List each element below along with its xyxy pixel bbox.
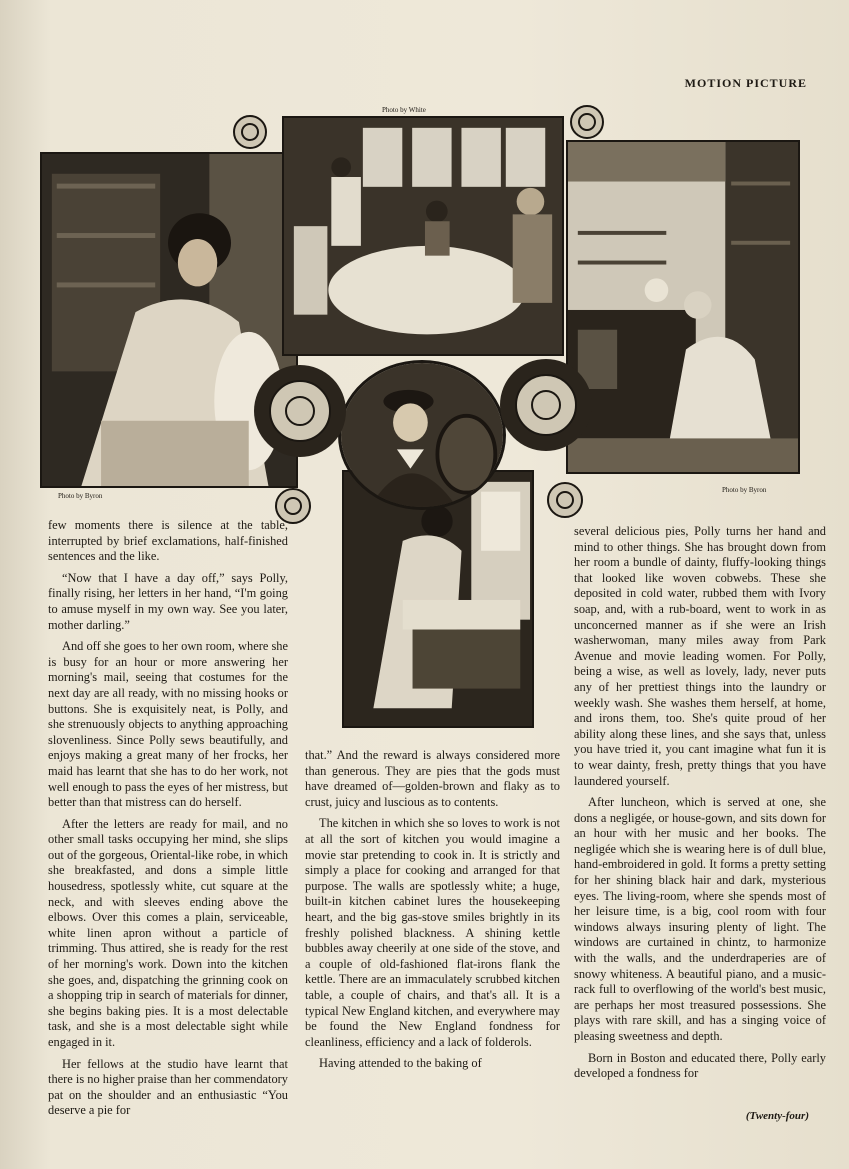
rose-ornament-icon bbox=[225, 112, 275, 152]
paragraph: After the letters are ready for mail, and no other small tasks occupying her mind, she slips out of the gorgeous, Oriental-like robe, in which she breakfasted, and dons a simple little housedress, spotlessly white, cut square at the neck, and with sleeves ending above the elbows. Over this comes a plain, serviceable, white linen apron without a particle of trimming. Thus attired, she is ready for the rest of her morning's work. Down into the kitchen she goes, and, dispatching the grinning cook on a shopping trip in search of materials for dinner, she begins baking pies. It is a most delectable task, and she is a most delectable sight while engaged in it. bbox=[48, 816, 288, 1049]
column-right bbox=[574, 524, 826, 1082]
photo-center-top bbox=[282, 116, 564, 356]
rose-ornament-icon bbox=[250, 356, 350, 466]
paragraph: Born in Boston and educated there, Polly early developed a fondness for bbox=[574, 1050, 826, 1081]
caption-bottom-left: Photo by Byron bbox=[58, 492, 103, 500]
running-header: MOTION PICTURE bbox=[684, 76, 807, 90]
paragraph: Her fellows at the studio have learnt that there is no higher praise than her commendatory pat on the shoulder and an enthusiastic “You deserve a pie for bbox=[48, 1056, 288, 1118]
page-number: (Twenty-four) bbox=[745, 1110, 809, 1122]
paragraph: And off she goes to her own room, where she is busy for an hour or more answering her morning's mail, seeing that costumes for the next day are all ready, with no missing hooks or buttons. She is exquisitely neat, is Polly, and she strenuously objects to anything approaching slovenliness. Since Polly sews beautifully, and enjoys making a great many of her frocks, her maid has learnt that she has to do her work, not well enough to pass the eyes of her mistress, but better than that mistress can do herself. bbox=[48, 639, 288, 810]
paragraph: After luncheon, which is served at one, she dons a negligée, or house-gown, and sits down for an hour with her music and her books. The negligée which she is wearing here is of dull blue, hand-embroidered in gold. It forms a pretty setting for her shining black hair and dark, mysterious eyes. The living-room, where she spends most of her leisure time, is a big, cool room with four windows always insuring plenty of light. The windows are curtained in chintz, to harmonize with the walls, and the underdraperies are of snowy whiteness. A beautiful piano, and a music-rack full to overflowing of the world's best music, are perhaps her most treasured possessions. She plays with rare skill, and has a singing voice of pleasing sweetness and depth. bbox=[574, 795, 826, 1043]
column-left bbox=[48, 518, 288, 1119]
column-middle bbox=[305, 748, 560, 1072]
paragraph: several delicious pies, Polly turns her hand and mind to other things. She has brought down from her room a bundle of dainty, fluffy-looking things that looked like woven cobwebs. These she deposited in cold water, rubbed them with Ivory soap, and, with a rub-board, went to work in as unconcerned manner as if she were an Irish washerwoman, many miles away from Park Avenue and movie leading women. For Polly, being a wise, as well as lovely, lady, never puts any of her prettiest things into the laundry or weekly wash. She washes them herself, at home, and irons them, too. She's quite proud of her ability along these lines, and she says that, unless you have tried it, you cant imagine what fun it is to wear dainty, fresh, pretty things that you have laundered yourself. bbox=[574, 524, 826, 788]
photo-right bbox=[566, 140, 800, 474]
paragraph: Having attended to the baking of bbox=[319, 1056, 482, 1071]
caption-top-center: Photo by White bbox=[382, 106, 426, 114]
rose-ornament-icon bbox=[562, 102, 612, 142]
paragraph: “Now that I have a day off,” says Polly, finally rising, her letters in her hand, “I'm going to amuse myself in my own way. See you later, mother darling.” bbox=[48, 570, 288, 632]
photo-medallion bbox=[338, 360, 506, 510]
rose-ornament-icon bbox=[496, 350, 596, 460]
caption-bottom-right: Photo by Byron bbox=[722, 486, 767, 494]
paragraph: The kitchen in which she so loves to work is not at all the sort of kitchen you would imagine a movie star pretending to cook in. It is strictly and simply a place for cooking and arranged for that purpose. The walls are spotlessly white; a huge, built-in kitchen cabinet lures the housekeeping heart, and the big gas-stove smiles brightly in its freshly polished blackness. A shining kettle bubbles away cheerily at one side of the stove, and a couple of old-fashioned flat-irons flank the kettle. There are an immaculately scrubbed kitchen table, a couple of chairs, and that's all. It is a typical New England kitchen, and everywhere may be found the New England fondness for cleanliness, efficiency and a lack of folderols. bbox=[305, 816, 560, 1049]
paragraph: that.” And the reward is always considered more than generous. They are pies that the gods must have dreamed of—golden-brown and flaky as to crust, juicy and luscious as to contents. bbox=[305, 748, 560, 809]
rose-ornament-icon bbox=[540, 478, 590, 522]
photo-center-bottom bbox=[342, 470, 534, 728]
paragraph: few moments there is silence at the table, interrupted by brief exclamations, half-finished sentences and the like. bbox=[48, 518, 288, 564]
